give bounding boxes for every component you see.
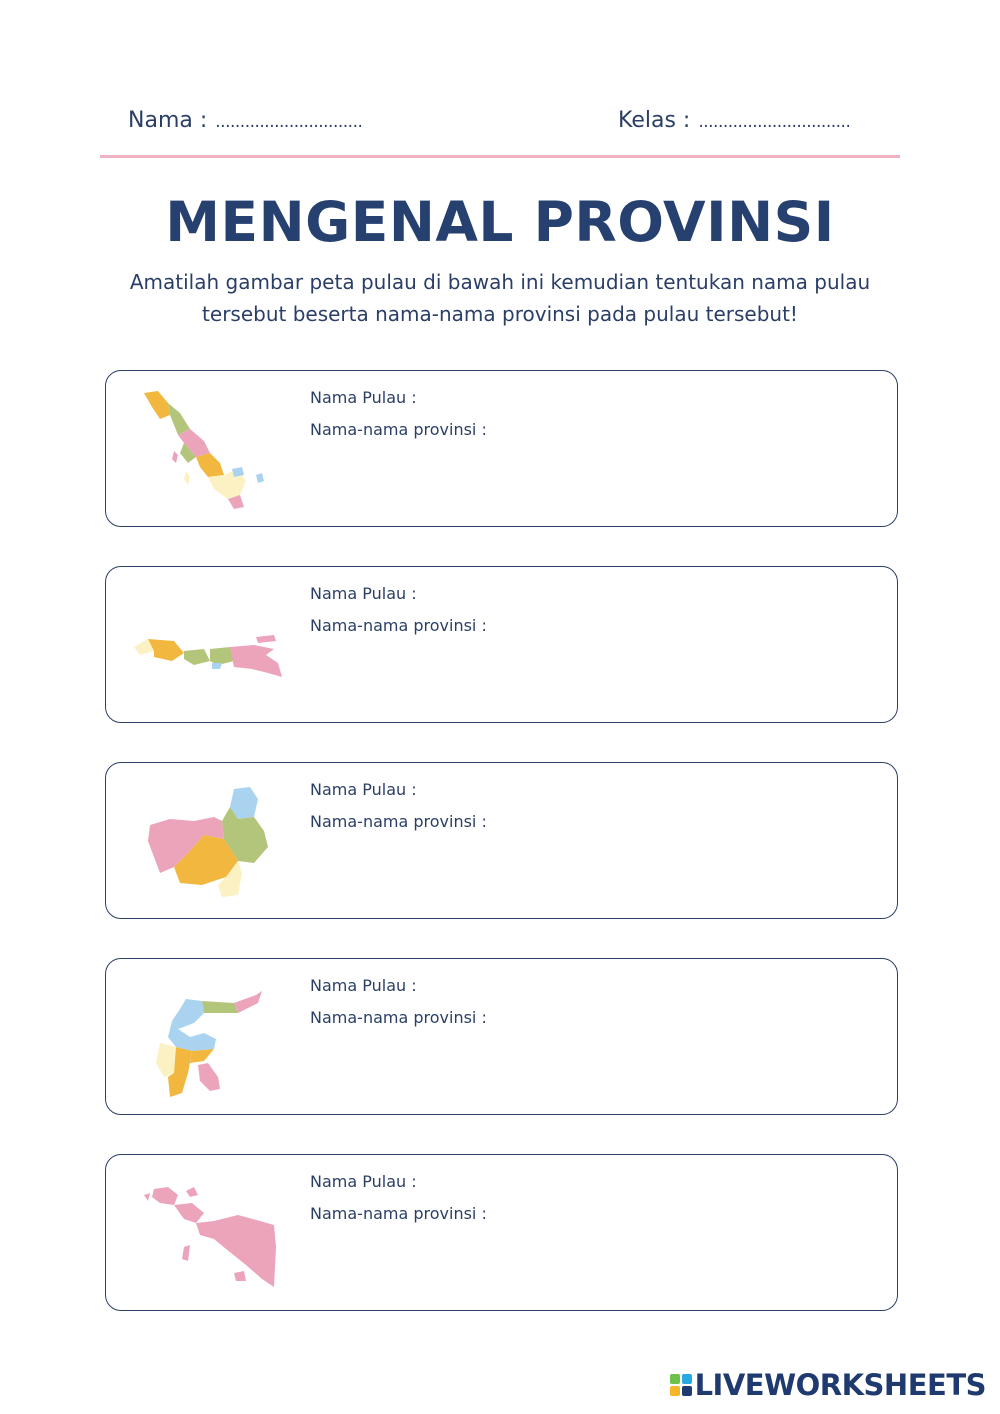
provinces-label: Nama-nama provinsi : xyxy=(310,1204,487,1223)
kelas-blank[interactable]: ............................... xyxy=(698,112,851,132)
nama-label: Nama : xyxy=(128,108,208,133)
provinces-label: Nama-nama provinsi : xyxy=(310,616,487,635)
island-name-label: Nama Pulau : xyxy=(310,584,417,603)
provinces-label: Nama-nama provinsi : xyxy=(310,420,487,439)
page-title: MENGENAL PROVINSI xyxy=(165,190,835,254)
island-card-4 xyxy=(105,958,898,1115)
island-name-label: Nama Pulau : xyxy=(310,388,417,407)
island-card-5 xyxy=(105,1154,898,1311)
kelas-field xyxy=(618,108,850,133)
java-map xyxy=(134,581,284,707)
island-card-2 xyxy=(105,566,898,723)
liveworksheets-icon xyxy=(669,1373,693,1397)
provinces-label: Nama-nama provinsi : xyxy=(310,1008,487,1027)
island-card-3 xyxy=(105,762,898,919)
island-card-1 xyxy=(105,370,898,527)
island-name-label: Nama Pulau : xyxy=(310,976,417,995)
kelas-label: Kelas : xyxy=(618,108,691,133)
liveworksheets-logo[interactable] xyxy=(669,1368,986,1402)
provinces-label: Nama-nama provinsi : xyxy=(310,812,487,831)
papua-map xyxy=(134,1169,284,1295)
kalimantan-map xyxy=(134,777,284,903)
island-name-label: Nama Pulau : xyxy=(310,780,417,799)
sumatra-map xyxy=(134,385,284,511)
nama-field xyxy=(128,108,362,133)
instruction-text: Amatilah gambar peta pulau di bawah ini kemudian tentukan nama pulau tersebut beserta nama-nama provinsi pada pulau tersebut! xyxy=(129,270,871,326)
sulawesi-map xyxy=(134,973,284,1099)
nama-blank[interactable]: .............................. xyxy=(215,112,363,132)
header-divider xyxy=(100,155,900,158)
liveworksheets-brand: LIVEWORKSHEETS xyxy=(694,1368,986,1402)
island-name-label: Nama Pulau : xyxy=(310,1172,417,1191)
